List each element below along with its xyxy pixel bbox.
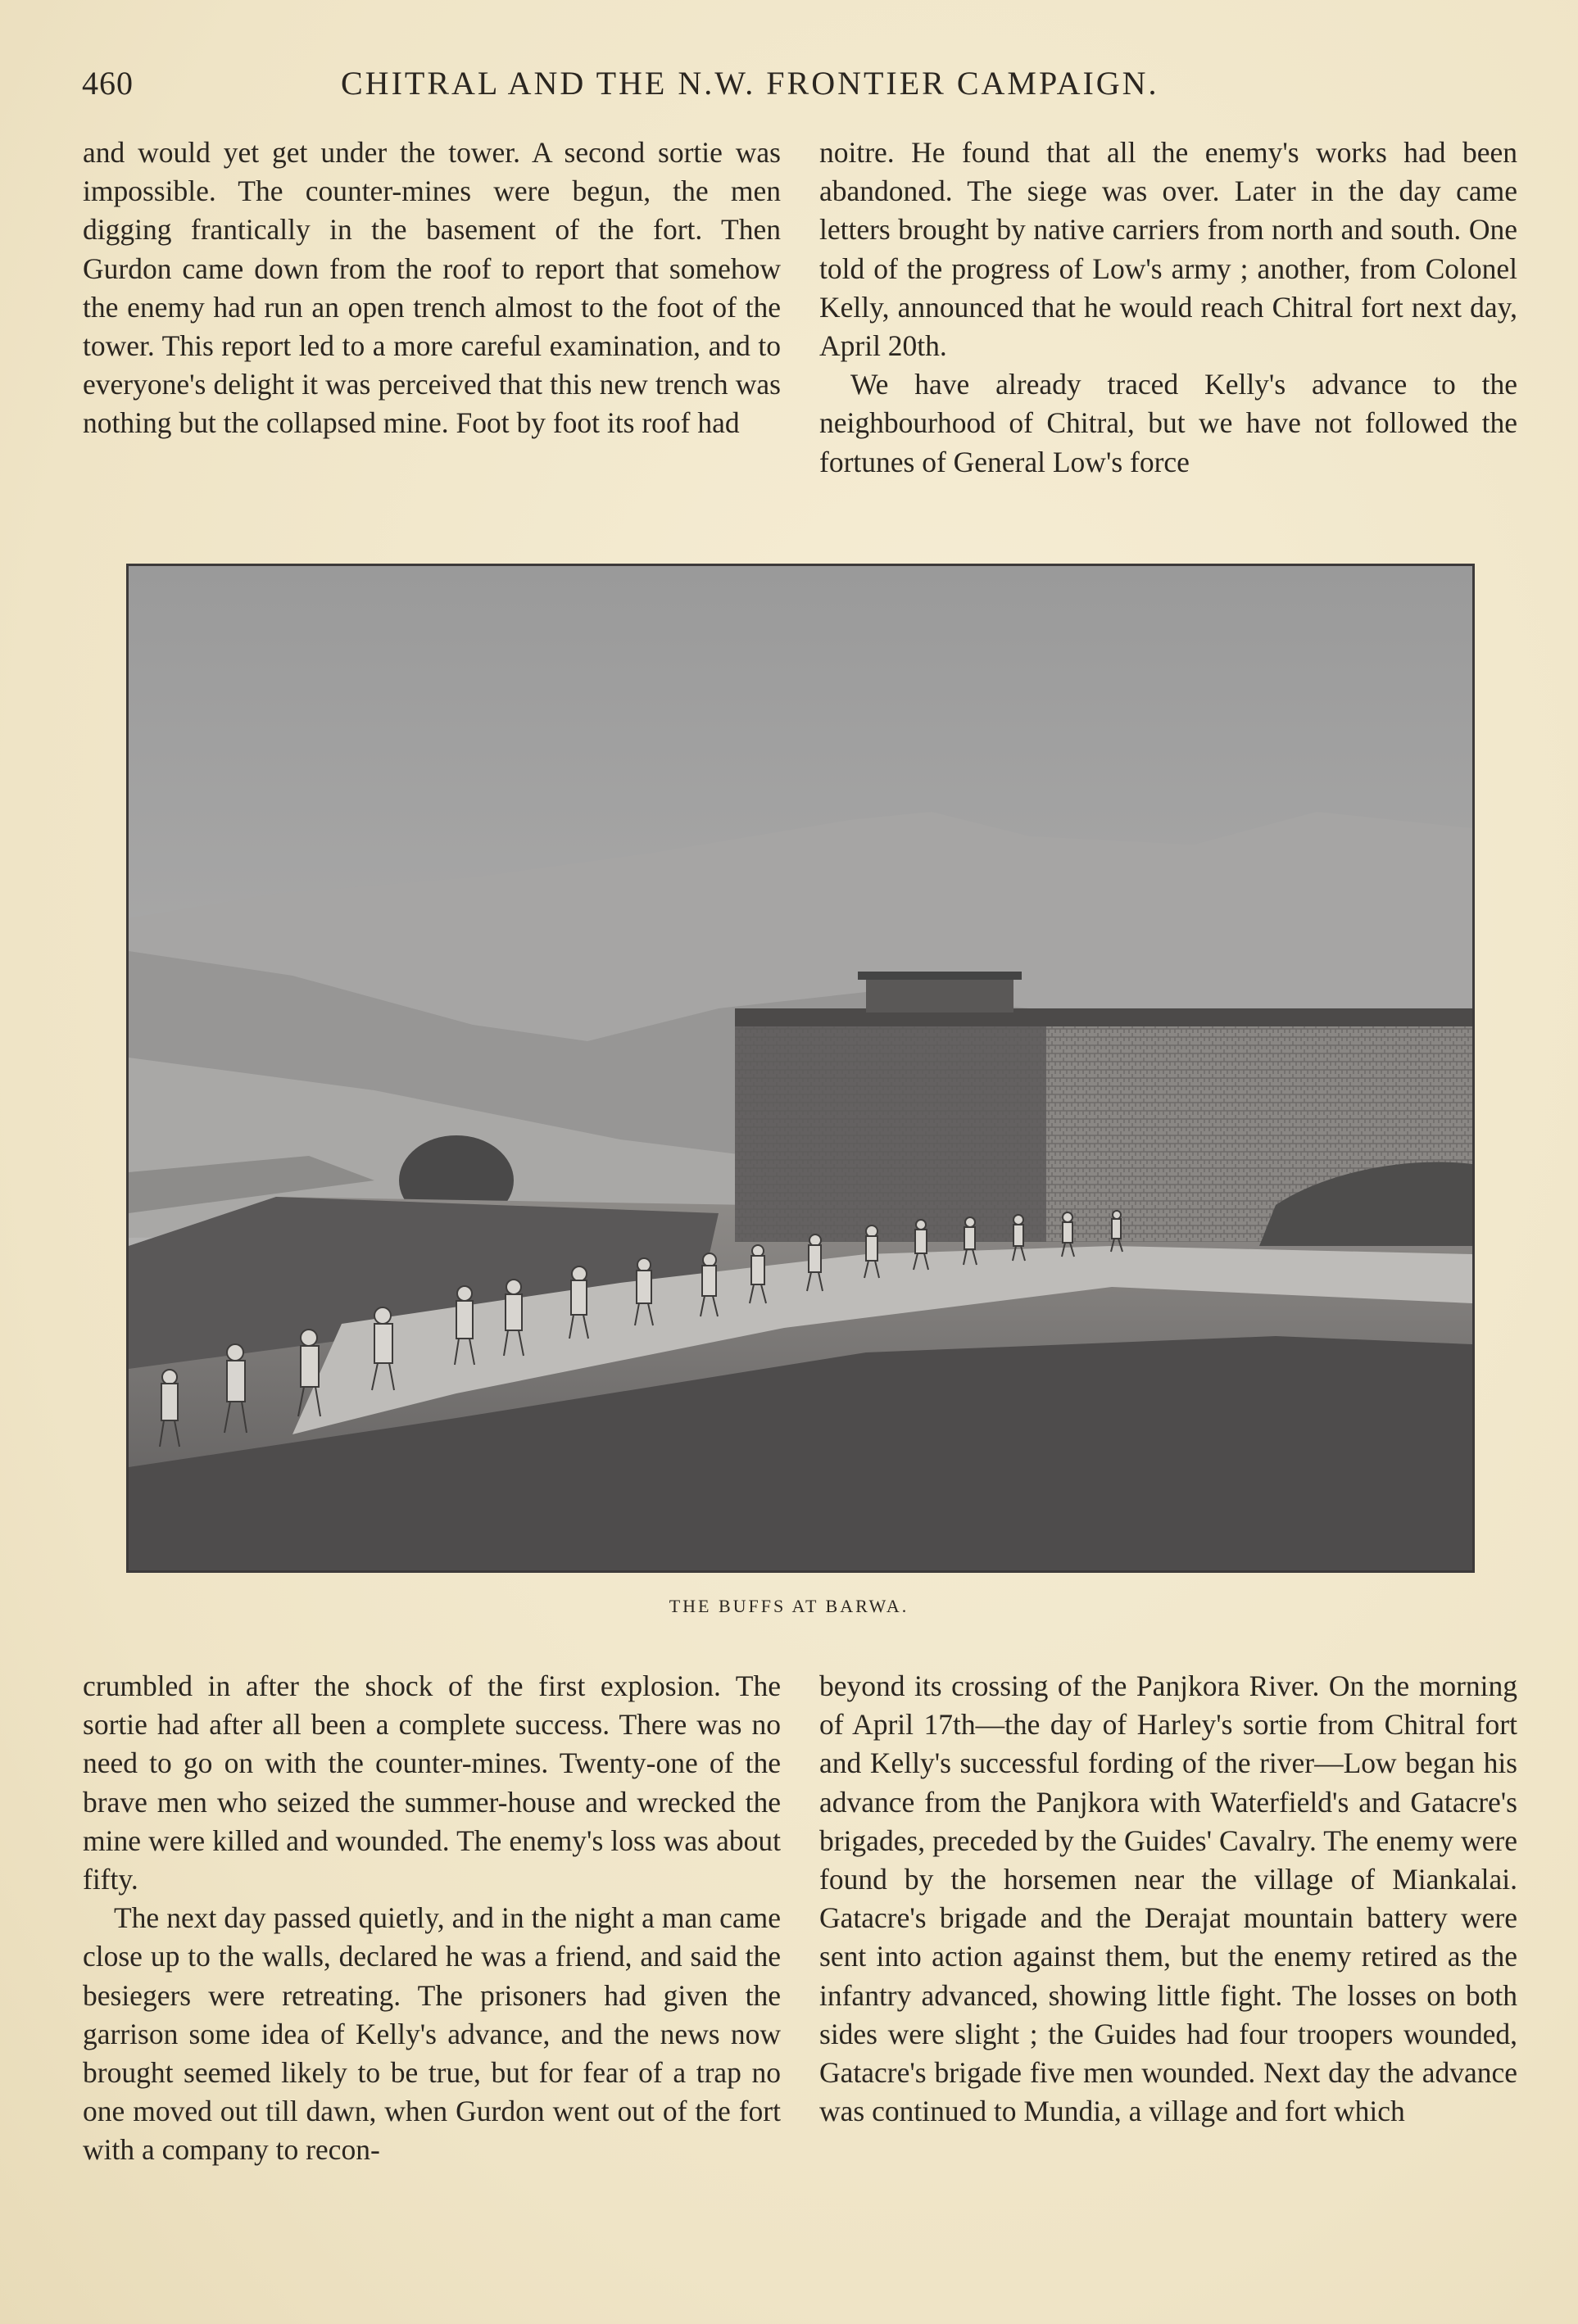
paragraph: and would yet get under the tower. A second sortie was impossible. The counter-mines were begun, the men digging frantically in the basement of the fort. Then Gurdon came down from the roof to report that somehow the enemy had run an open trench almost to the foot of the tower. This report led to a more careful examination, and to everyone's delight it was perceived that this new trench was nothing but the collapsed mine. Foot by foot its roof had xyxy=(83,136,781,440)
paragraph: noitre. He found that all the enemy's works had been abandoned. The siege was over. Later in the day came letters brought by native carriers from north and south. One told of the progress of Low's army ; another, from Colonel Kelly, announced that he would reach Chitral fort next day, April 20th. xyxy=(819,136,1517,363)
running-title: CHITRAL AND THE N.W. FRONTIER CAMPAIGN. xyxy=(341,65,1159,102)
column-top-right xyxy=(819,134,1517,482)
paragraph: crumbled in after the shock of the first explosion. The sortie had after all been a complete success. There was no need to go on with the counter-mines. Twenty-one of the brave men who seized the summer-house and wrecked the mine were killed and wounded. The enemy's loss was about fifty. xyxy=(83,1669,781,1896)
paragraph: The next day passed quietly, and in the night a man came close up to the walls, declared he was a friend, and said the besiegers were retreating. The prisoners had given the garrison some idea of Kelly's advance, and the news now brought seemed likely to be true, but for fear of a trap no one moved out till dawn, when Gurdon went out of the fort with a company to recon- xyxy=(83,1901,781,2167)
running-header xyxy=(82,64,1516,113)
paragraph: We have already traced Kelly's advance to the neighbourhood of Chitral, but we have not followed the fortunes of General Low's force xyxy=(819,368,1517,478)
column-bottom-left xyxy=(83,1667,781,2170)
photograph-illustration xyxy=(129,566,1472,1570)
column-top-left xyxy=(83,134,781,443)
page-number: 460 xyxy=(82,65,134,102)
paragraph: beyond its crossing of the Panjkora River. On the morning of April 17th—the day of Harley's sortie from Chitral fort and Kelly's successful fording of the river—Low began his advance from the Panjkora with Waterfield's and Gatacre's brigades, preceded by the Guides' Cavalry. The enemy were found by the horsemen near the village of Miankalai. Gatacre's brigade and the Derajat mountain battery were sent into action against them, but the enemy retired as the infantry advanced, showing little fight. The losses on both sides were slight ; the Guides had four troopers wounded, Gatacre's brigade five men wounded. Next day the advance was continued to Mundia, a village and fort which xyxy=(819,1669,1517,2128)
column-bottom-right xyxy=(819,1667,1517,2131)
photograph-buffs-at-barwa xyxy=(126,564,1475,1573)
figure-caption: THE BUFFS AT BARWA. xyxy=(669,1596,909,1616)
